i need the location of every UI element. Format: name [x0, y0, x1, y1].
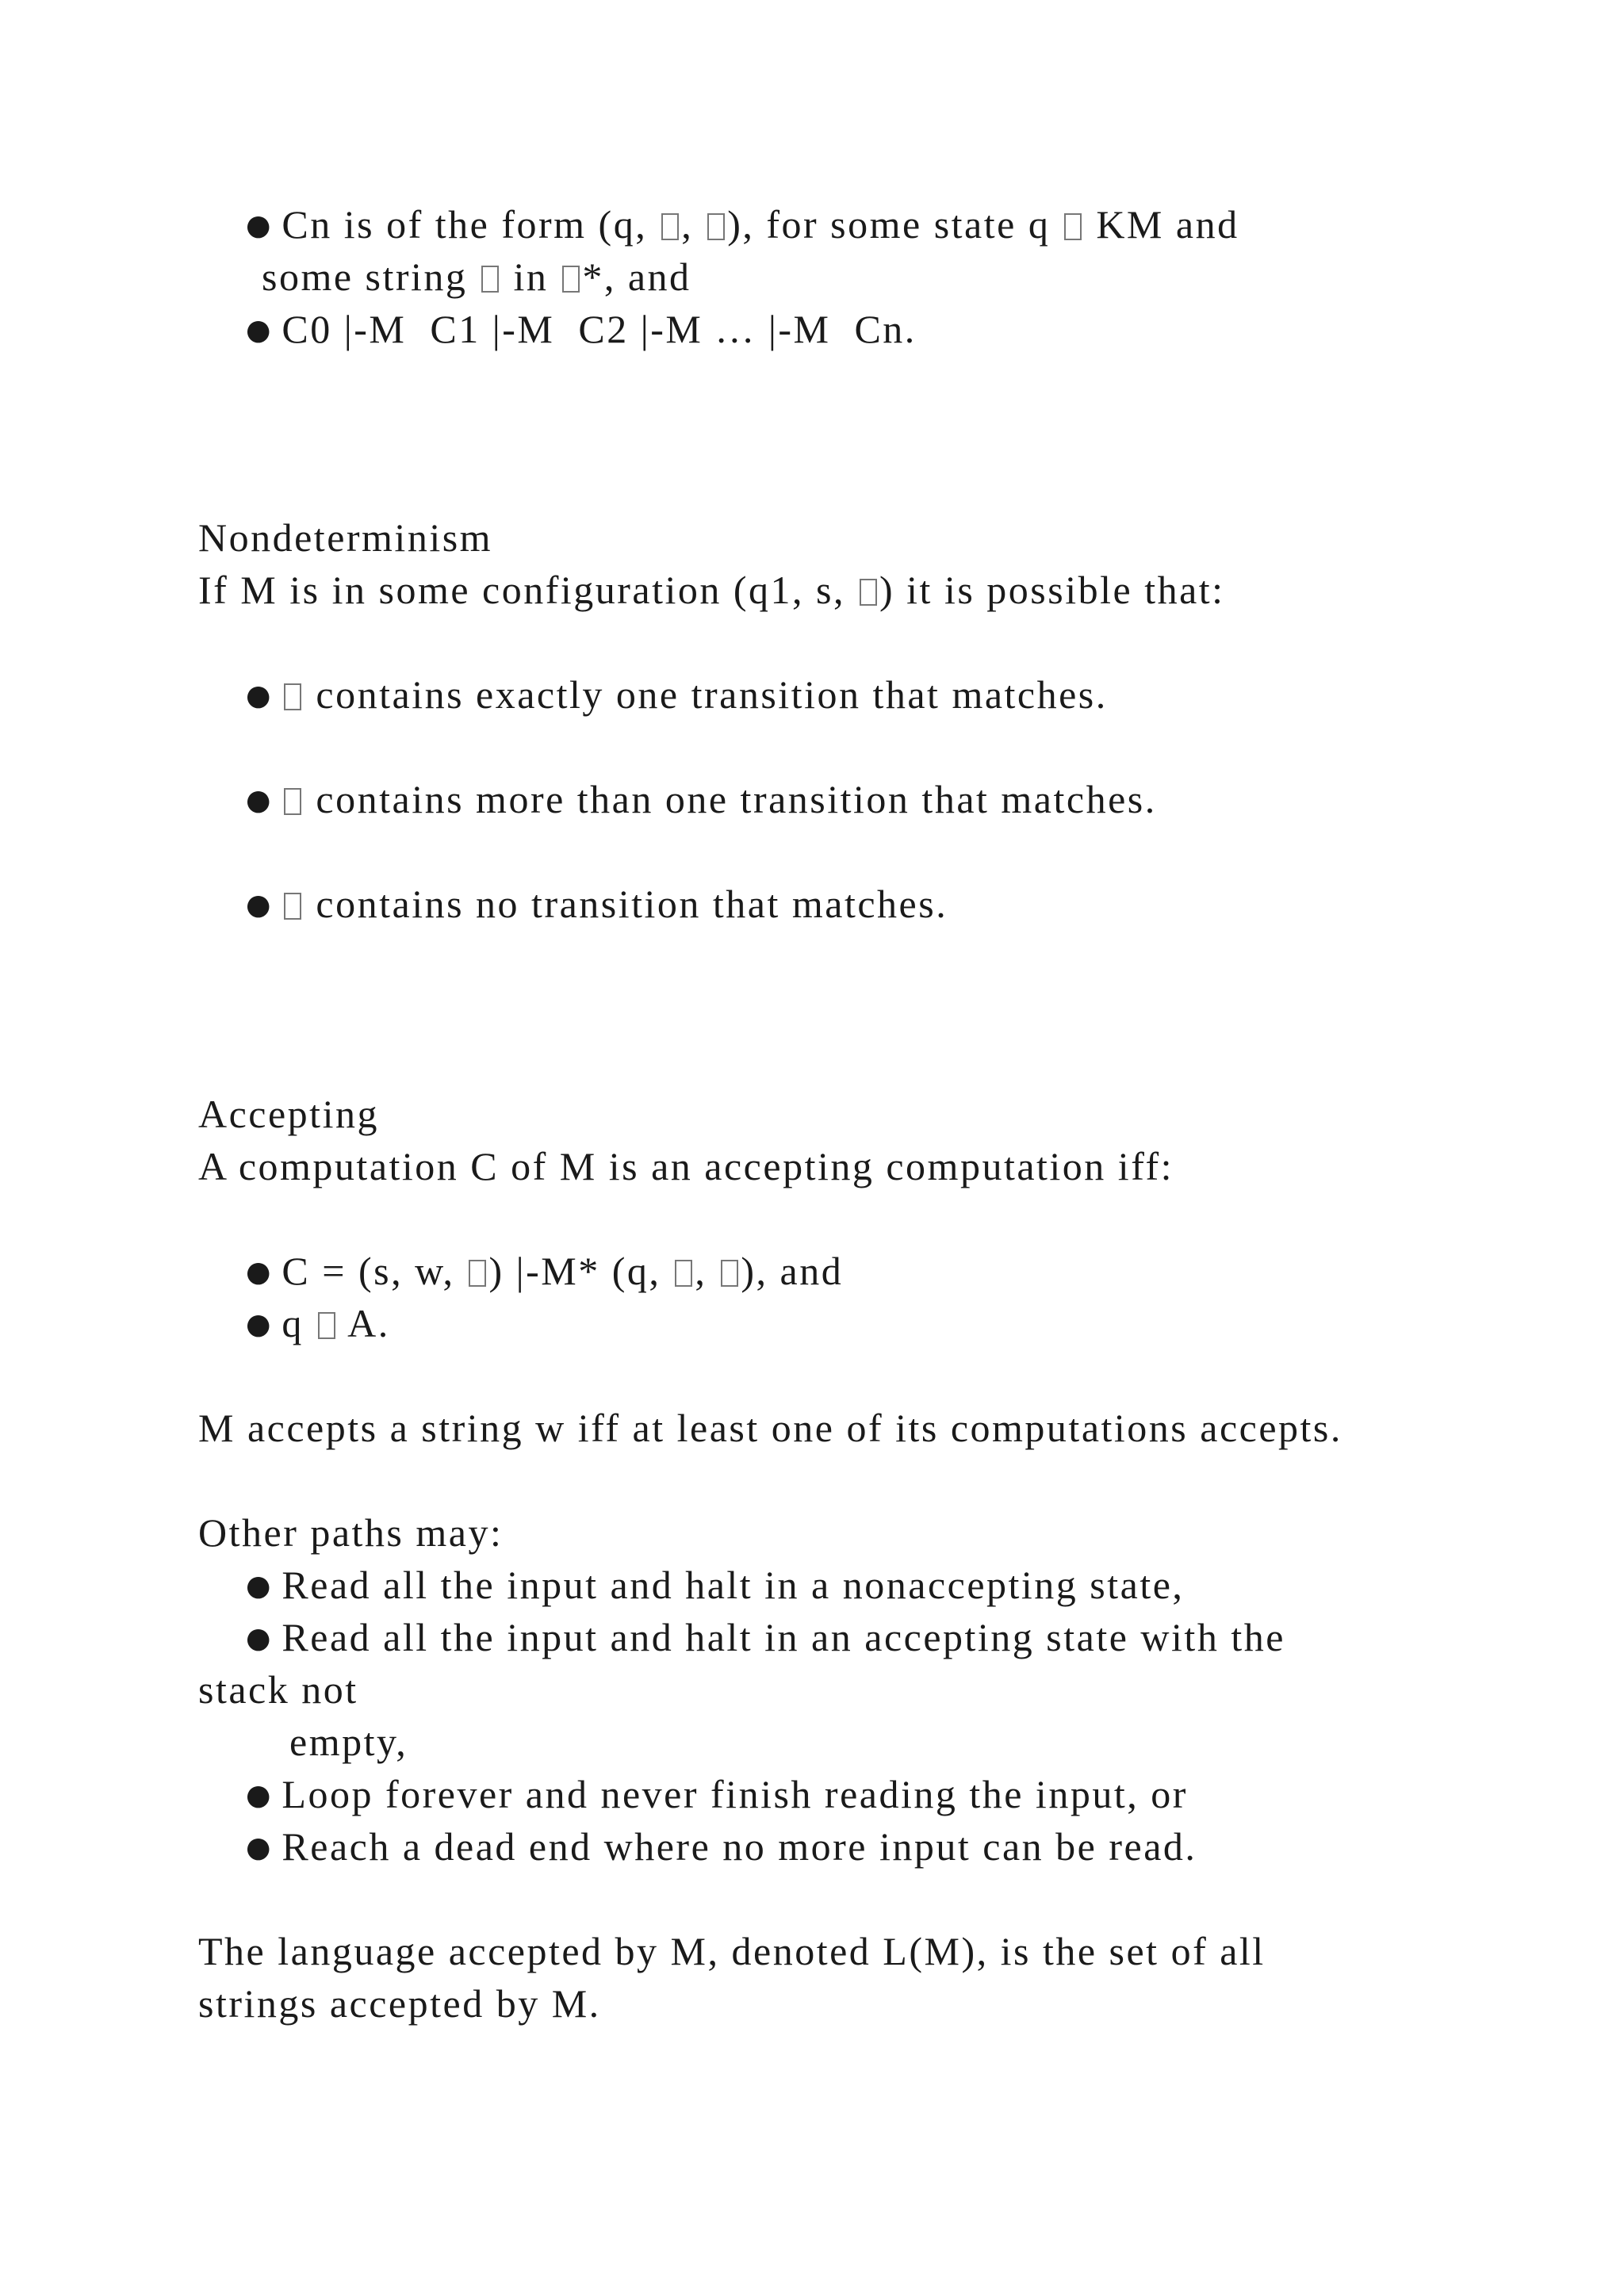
other-path-item: ● Read all the input and halt in an accepting state with the [246, 1611, 1285, 1665]
missing-glyph-icon [661, 213, 679, 240]
bullet-icon: ● [246, 889, 271, 921]
nondeterminism-intro: If M is in some configuration (q1, s, ) it is possible that: [198, 568, 1225, 612]
bullet-item-final-config: ● Cn is of the form (q, , ), for some state q KM and [246, 198, 1239, 252]
nondeterminism-heading: Nondeterminism [198, 515, 493, 560]
bullet-icon: ● [246, 784, 271, 817]
other-path-item-cont: stack not [198, 1667, 358, 1712]
missing-glyph-icon [481, 266, 499, 293]
missing-glyph-icon [860, 579, 877, 606]
other-path-item: ● Loop forever and never finish reading the input, or [246, 1768, 1188, 1822]
bullet-item-final-config-cont: some string in *, and [262, 254, 691, 299]
missing-glyph-icon [284, 788, 301, 815]
other-path-item: ● Reach a dead end where no more input can be read. [246, 1820, 1197, 1874]
language-definition-cont: strings accepted by M. [198, 1981, 601, 2026]
accepting-condition-state: ● q A. [246, 1297, 390, 1351]
nondeterminism-item: ● contains more than one transition that matches. [246, 773, 1157, 827]
missing-glyph-icon [675, 1260, 692, 1287]
accepts-statement: M accepts a string w iff at least one of its computations accepts. [198, 1406, 1342, 1450]
accepting-heading: Accepting [198, 1092, 379, 1136]
bullet-icon: ● [246, 209, 271, 242]
missing-glyph-icon [318, 1312, 335, 1339]
nondeterminism-item: ● contains no transition that matches. [246, 878, 948, 932]
language-definition: The language accepted by M, denoted L(M), is the set of all [198, 1929, 1266, 1973]
accepting-condition-computation: ● C = (s, w, ) |-M* (q, , ), and [246, 1245, 843, 1299]
missing-glyph-icon [1064, 213, 1082, 240]
bullet-icon: ● [246, 1308, 271, 1341]
accepting-intro: A computation C of M is an accepting computation iff: [198, 1144, 1174, 1188]
missing-glyph-icon [721, 1260, 738, 1287]
bullet-icon: ● [246, 1570, 271, 1602]
missing-glyph-icon [469, 1260, 486, 1287]
bullet-icon: ● [246, 679, 271, 712]
other-path-item: ● Read all the input and halt in a nonaccepting state, [246, 1559, 1184, 1613]
bullet-item-computation-chain: ● C0 |-M C1 |-M C2 |-M … |-M Cn. [246, 303, 917, 357]
nondeterminism-item: ● contains exactly one transition that matches. [246, 668, 1108, 722]
missing-glyph-icon [284, 893, 301, 920]
bullet-icon: ● [246, 1622, 271, 1655]
other-paths-intro: Other paths may: [198, 1510, 504, 1555]
bullet-icon: ● [246, 314, 271, 346]
missing-glyph-icon [707, 213, 725, 240]
bullet-icon: ● [246, 1779, 271, 1812]
bullet-icon: ● [246, 1831, 271, 1864]
other-path-item-cont: empty, [289, 1720, 408, 1764]
bullet-icon: ● [246, 1256, 271, 1288]
missing-glyph-icon [562, 266, 580, 293]
missing-glyph-icon [284, 683, 301, 710]
